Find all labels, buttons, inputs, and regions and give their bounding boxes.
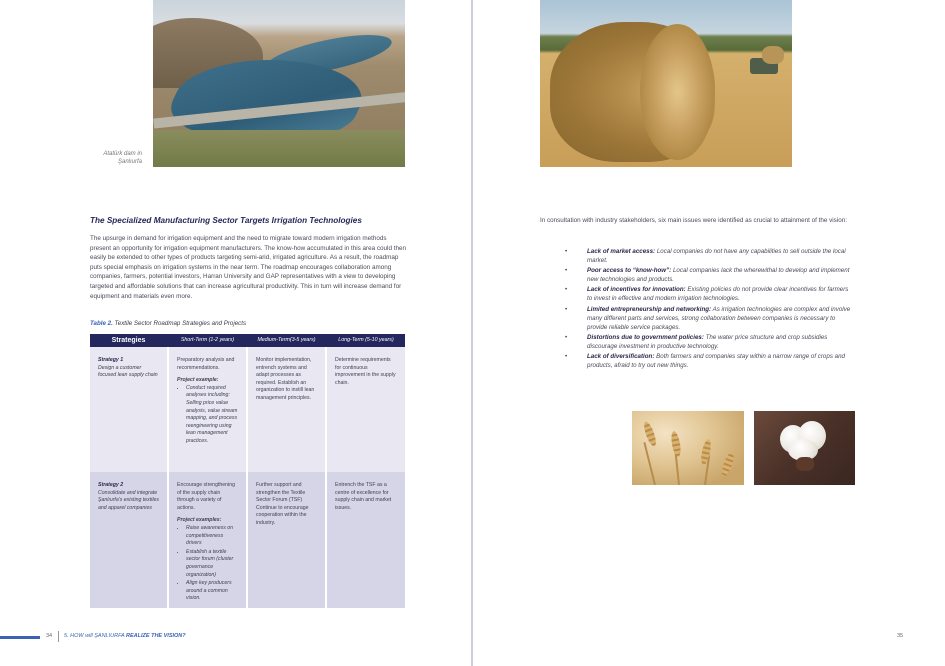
- bullet: •: [565, 305, 568, 313]
- page-number-left: 34: [46, 633, 53, 639]
- project-list: [186, 525, 239, 603]
- issue-text: As irrigation technologies are complex and involve many different parts and services, strong collaboration between companies is necessary to provide reliable service packages.: [587, 305, 851, 331]
- project-list: [186, 385, 239, 446]
- photo-caption: Atatürk dam in Şanlıurfa: [103, 151, 142, 165]
- table-row: [90, 472, 405, 608]
- medium-term-cell: Further support and strengthen the Textile Sector Forum (TSF) Continue to encourage cooperation within the industry.: [248, 472, 325, 608]
- intro-paragraph: In consultation with industry stakeholders, six main issues were identified as crucial to attainment of the vision:: [540, 217, 847, 224]
- list-item: [565, 333, 855, 351]
- hay-bale-photo: [540, 0, 792, 167]
- bullet: •: [565, 286, 568, 294]
- short-term-cell: [169, 472, 246, 608]
- issue-text: Existing policies do not provide clear incentives for farmers to invest in effective and modern irrigation technologies.: [587, 286, 849, 303]
- issue-title: Poor access to “know-how”:: [587, 267, 672, 275]
- chapter-running-title: [64, 633, 186, 639]
- issue-title: Lack of incentives for innovation:: [587, 286, 686, 294]
- ataturk-dam-photo: [153, 0, 405, 167]
- issue-text: The water price structure and crop subsidies discourage investment in productive technology.: [587, 333, 828, 350]
- section-title: The Specialized Manufacturing Sector Targets Irrigation Technologies: [90, 216, 362, 225]
- footer-divider: [58, 631, 59, 642]
- strategy-description: Consolidate and integrate Şanlıurfa's existing textiles and apparel companies: [98, 489, 159, 511]
- strategy-name: Strategy 1: [98, 357, 124, 363]
- project-item: • Align key producers around a common vision.: [186, 580, 239, 603]
- cotton-photo: [754, 411, 855, 485]
- header-short-term: Short-Term (1-2 years): [180, 337, 235, 343]
- roadmap-table: [90, 334, 405, 607]
- project-item: • Raise awareness on competitiveness drivers: [186, 525, 239, 548]
- strategy-cell: [90, 472, 167, 608]
- long-term-cell: Determine requirements for continuous improvement in the supply chain.: [327, 347, 405, 472]
- header-strategies: Strategies: [111, 337, 146, 344]
- strategy-name: Strategy 2: [98, 482, 124, 488]
- header-medium-term: Medium-Term(3-5 years): [257, 337, 316, 343]
- table-row: [90, 347, 405, 472]
- wheat-photo: [632, 411, 744, 485]
- project-label: Project example:: [177, 377, 219, 384]
- short-term-text: Encourage strengthening of the supply chain through a variety of actions.: [177, 482, 235, 511]
- issue-text: Local companies lack the wherewithal to develop and implement new technologies and products.: [587, 267, 850, 284]
- bullet: •: [565, 267, 568, 275]
- bullet: •: [565, 353, 568, 361]
- chapter-prefix: 5. HOW will ŞANLIURFA: [64, 633, 125, 639]
- project-label: Project examples:: [177, 517, 222, 524]
- table-caption: [90, 320, 408, 327]
- header-long-term: Long-Term (5-10 years): [338, 337, 394, 343]
- body-paragraph: The upsurge in demand for irrigation equipment and the need to migrate toward modern irrigation methods present an opportunity for irrigation equipment manufacturers. The know-how accumulated in this area could then easily be extended to other types of products targeting semi-arid, irrigated agriculture. As a result, the roadmap puts special emphasis on irrigation systems in the near term. The roadmap encourages collaboration among companies, farmers, potential investors, Harran University and GAP representatives with a view to developing targeted and affordable solutions that can increase agricultural productivity. This in turn will increase demand for equipment and materials even more.: [90, 235, 406, 300]
- bullet: •: [565, 248, 568, 255]
- issue-title: Limited entrepreneurship and networking:: [587, 305, 712, 313]
- strategy-description: Design a customer focused lean supply chain: [98, 364, 158, 379]
- medium-term-cell: Monitor implementation, entrench systems and adapt processes as required. Establish an organization to instill lean management principles.: [248, 347, 325, 472]
- table-number: Table 2.: [90, 320, 113, 327]
- strategy-cell: [90, 347, 167, 472]
- issue-title: Lack of market access:: [587, 248, 656, 255]
- issue-title: Lack of diversification:: [587, 353, 655, 361]
- project-item: • Conduct required analyses including: Selling price value analysis, value stream mapping, and process reengineering using lean management practices.: [186, 385, 239, 446]
- chapter-highlight: REALIZE THE VISION?: [126, 633, 186, 639]
- short-term-text: Preparatory analysis and recommendations.: [177, 357, 235, 371]
- list-item: [565, 305, 855, 332]
- list-item: [565, 247, 855, 265]
- list-item: [565, 266, 855, 284]
- bullet: •: [565, 333, 568, 341]
- project-item: • Establish a textile sector forum (cluster governance organization): [186, 549, 239, 579]
- table-header-row: [90, 334, 405, 347]
- issues-list: [565, 247, 855, 371]
- list-item: [565, 285, 855, 303]
- issue-text: Both farmers and companies stay within a narrow range of crops and products, afraid to try out new things.: [587, 353, 845, 370]
- footer-accent-bar: [0, 636, 40, 639]
- left-page: [0, 0, 471, 666]
- issue-title: Distortions due to government policies:: [587, 333, 704, 341]
- list-item: [565, 352, 855, 370]
- issue-text: Local companies do not have any capabilities to sell outside the local market.: [587, 248, 846, 265]
- table-title: Textile Sector Roadmap Strategies and Projects: [114, 320, 247, 327]
- short-term-cell: [169, 347, 246, 472]
- page-number-right: 35: [897, 633, 904, 639]
- right-page: [473, 0, 945, 666]
- long-term-cell: Entrench the TSF as a centre of excellence for supply chain and market issues.: [327, 472, 405, 608]
